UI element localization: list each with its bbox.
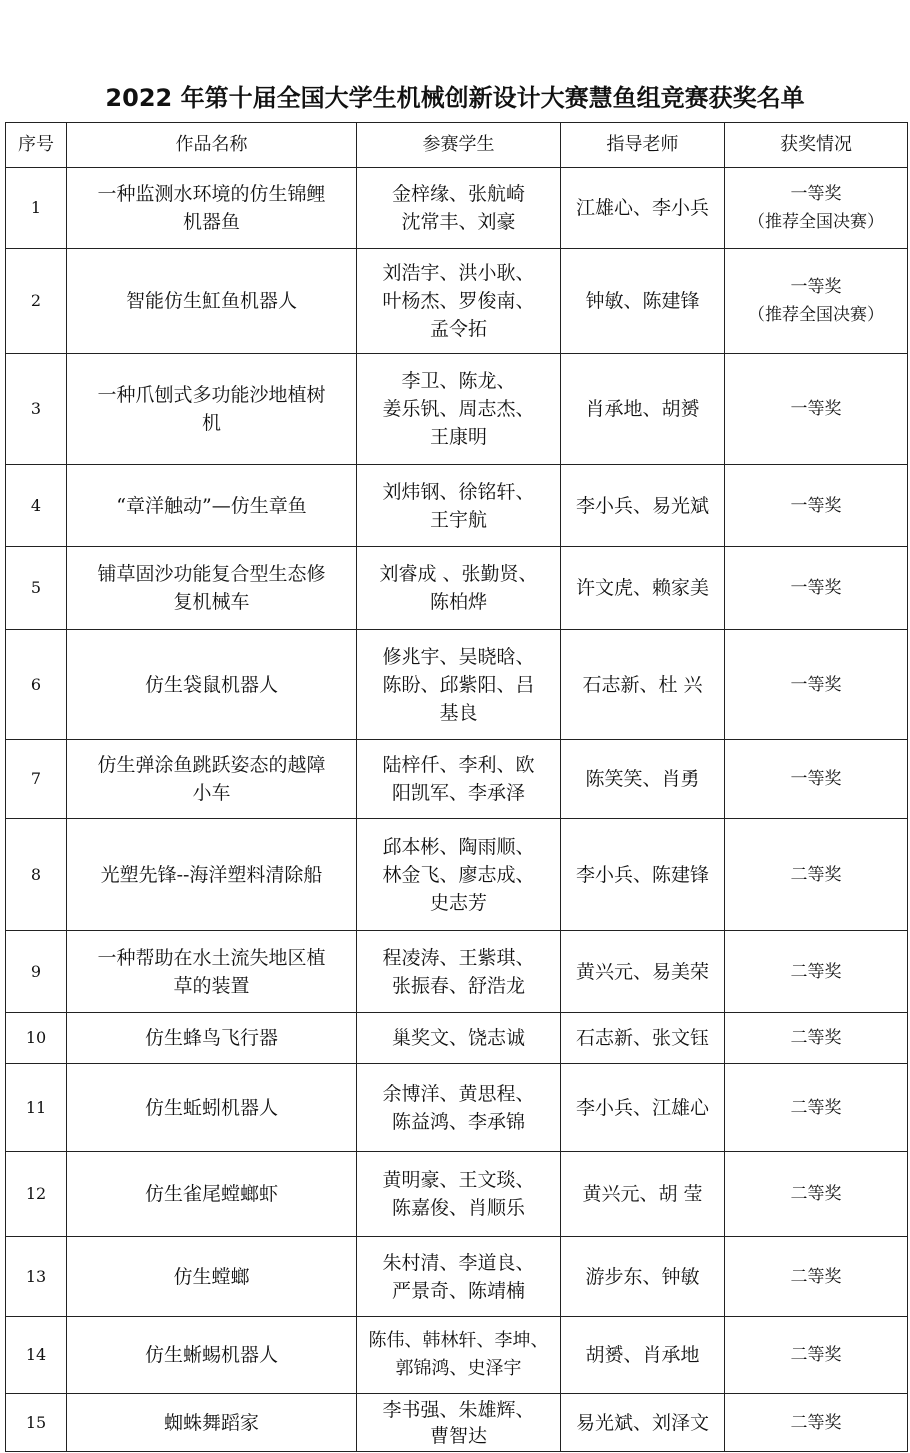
cell-award: 一等奖 <box>725 547 908 630</box>
cell-no: 13 <box>6 1237 67 1317</box>
cell-award: 一等奖 <box>725 630 908 740</box>
cell-award: 一等奖 <box>725 465 908 547</box>
table-row <box>6 1317 908 1394</box>
cell-students: 陈伟、韩林轩、李坤、 郭锦鸿、史泽宇 <box>357 1317 561 1394</box>
cell-no: 9 <box>6 931 67 1013</box>
table-row <box>6 819 908 931</box>
cell-no: 3 <box>6 354 67 465</box>
table-header-row <box>6 123 908 168</box>
cell-name: 一种监测水环境的仿生锦鲤 机器鱼 <box>67 168 357 249</box>
cell-advisors: 钟敏、陈建锋 <box>561 249 725 354</box>
cell-advisors: 易光斌、刘泽文 <box>561 1394 725 1452</box>
cell-award: 二等奖 <box>725 1064 908 1152</box>
page-title: 2022 年第十届全国大学生机械创新设计大赛慧鱼组竞赛获奖名单 <box>105 84 805 112</box>
table-row <box>6 1013 908 1064</box>
table-row <box>6 630 908 740</box>
cell-name: “章洋触动”—仿生章鱼 <box>67 465 357 547</box>
cell-no: 2 <box>6 249 67 354</box>
cell-name: 铺草固沙功能复合型生态修 复机械车 <box>67 547 357 630</box>
cell-advisors: 李小兵、陈建锋 <box>561 819 725 931</box>
cell-name: 一种爪刨式多功能沙地植树 机 <box>67 354 357 465</box>
cell-no: 5 <box>6 547 67 630</box>
table-row <box>6 931 908 1013</box>
cell-students: 李卫、陈龙、 姜乐钒、周志杰、 王康明 <box>357 354 561 465</box>
table-row <box>6 465 908 547</box>
cell-students: 陆梓仟、李利、欧 阳凯军、李承泽 <box>357 740 561 819</box>
header-no: 序号 <box>6 123 67 168</box>
cell-students: 金梓缘、张航崎 沈常丰、刘豪 <box>357 168 561 249</box>
cell-no: 15 <box>6 1394 67 1452</box>
table-row <box>6 249 908 354</box>
cell-name: 仿生弹涂鱼跳跃姿态的越障 小车 <box>67 740 357 819</box>
table-row <box>6 168 908 249</box>
cell-no: 1 <box>6 168 67 249</box>
cell-advisors: 李小兵、易光斌 <box>561 465 725 547</box>
cell-award: 二等奖 <box>725 1237 908 1317</box>
cell-award: 二等奖 <box>725 1317 908 1394</box>
cell-no: 11 <box>6 1064 67 1152</box>
cell-name: 仿生蚯蚓机器人 <box>67 1064 357 1152</box>
cell-name: 一种帮助在水土流失地区植 草的装置 <box>67 931 357 1013</box>
cell-students: 刘炜钢、徐铭轩、 王宇航 <box>357 465 561 547</box>
cell-students: 邱本彬、陶雨顺、 林金飞、廖志成、 史志芳 <box>357 819 561 931</box>
cell-students: 刘睿成 、张勤贤、 陈柏烨 <box>357 547 561 630</box>
cell-name: 蜘蛛舞蹈家 <box>67 1394 357 1452</box>
cell-students: 朱村清、李道良、 严景奇、陈靖楠 <box>357 1237 561 1317</box>
cell-award: 一等奖 <box>725 354 908 465</box>
cell-name: 仿生蜥蜴机器人 <box>67 1317 357 1394</box>
cell-advisors: 胡赟、肖承地 <box>561 1317 725 1394</box>
table-row <box>6 1394 908 1452</box>
cell-name: 智能仿生魟鱼机器人 <box>67 249 357 354</box>
cell-students: 修兆宇、吴晓晗、 陈盼、邱紫阳、吕 基良 <box>357 630 561 740</box>
cell-no: 14 <box>6 1317 67 1394</box>
cell-students: 程凌涛、王紫琪、 张振春、舒浩龙 <box>357 931 561 1013</box>
cell-no: 7 <box>6 740 67 819</box>
header-advisors: 指导老师 <box>561 123 725 168</box>
cell-students: 刘浩宇、洪小耿、 叶杨杰、罗俊南、 孟令拓 <box>357 249 561 354</box>
header-award: 获奖情况 <box>725 123 908 168</box>
cell-award: 二等奖 <box>725 1394 908 1452</box>
cell-name: 光塑先锋--海洋塑料清除船 <box>67 819 357 931</box>
cell-name: 仿生雀尾螳螂虾 <box>67 1152 357 1237</box>
awards-table <box>5 122 908 1452</box>
cell-award: 二等奖 <box>725 819 908 931</box>
table-row <box>6 1152 908 1237</box>
cell-advisors: 石志新、张文钰 <box>561 1013 725 1064</box>
cell-no: 6 <box>6 630 67 740</box>
cell-award: 一等奖 <box>725 740 908 819</box>
cell-advisors: 李小兵、江雄心 <box>561 1064 725 1152</box>
cell-advisors: 黄兴元、胡 莹 <box>561 1152 725 1237</box>
header-name: 作品名称 <box>67 123 357 168</box>
header-students: 参赛学生 <box>357 123 561 168</box>
cell-students: 余博洋、黄思程、 陈益鸿、李承锦 <box>357 1064 561 1152</box>
cell-name: 仿生蜂鸟飞行器 <box>67 1013 357 1064</box>
cell-advisors: 肖承地、胡赟 <box>561 354 725 465</box>
cell-students: 黄明豪、王文琰、 陈嘉俊、肖顺乐 <box>357 1152 561 1237</box>
cell-name: 仿生螳螂 <box>67 1237 357 1317</box>
cell-advisors: 游步东、钟敏 <box>561 1237 725 1317</box>
cell-award: 一等奖 （推荐全国决赛） <box>725 249 908 354</box>
cell-advisors: 许文虎、赖家美 <box>561 547 725 630</box>
cell-advisors: 陈笑笑、肖勇 <box>561 740 725 819</box>
cell-students: 巢奖文、饶志诚 <box>357 1013 561 1064</box>
cell-advisors: 石志新、杜 兴 <box>561 630 725 740</box>
cell-award: 一等奖 （推荐全国决赛） <box>725 168 908 249</box>
table-row <box>6 740 908 819</box>
cell-award: 二等奖 <box>725 1013 908 1064</box>
cell-award: 二等奖 <box>725 931 908 1013</box>
cell-no: 8 <box>6 819 67 931</box>
cell-no: 12 <box>6 1152 67 1237</box>
cell-award: 二等奖 <box>725 1152 908 1237</box>
cell-no: 10 <box>6 1013 67 1064</box>
cell-advisors: 江雄心、李小兵 <box>561 168 725 249</box>
cell-no: 4 <box>6 465 67 547</box>
table-row <box>6 1237 908 1317</box>
cell-advisors: 黄兴元、易美荣 <box>561 931 725 1013</box>
cell-name: 仿生袋鼠机器人 <box>67 630 357 740</box>
table-row <box>6 354 908 465</box>
table-row <box>6 547 908 630</box>
table-row <box>6 1064 908 1152</box>
cell-students: 李书强、朱雄辉、 曹智达 <box>357 1394 561 1452</box>
